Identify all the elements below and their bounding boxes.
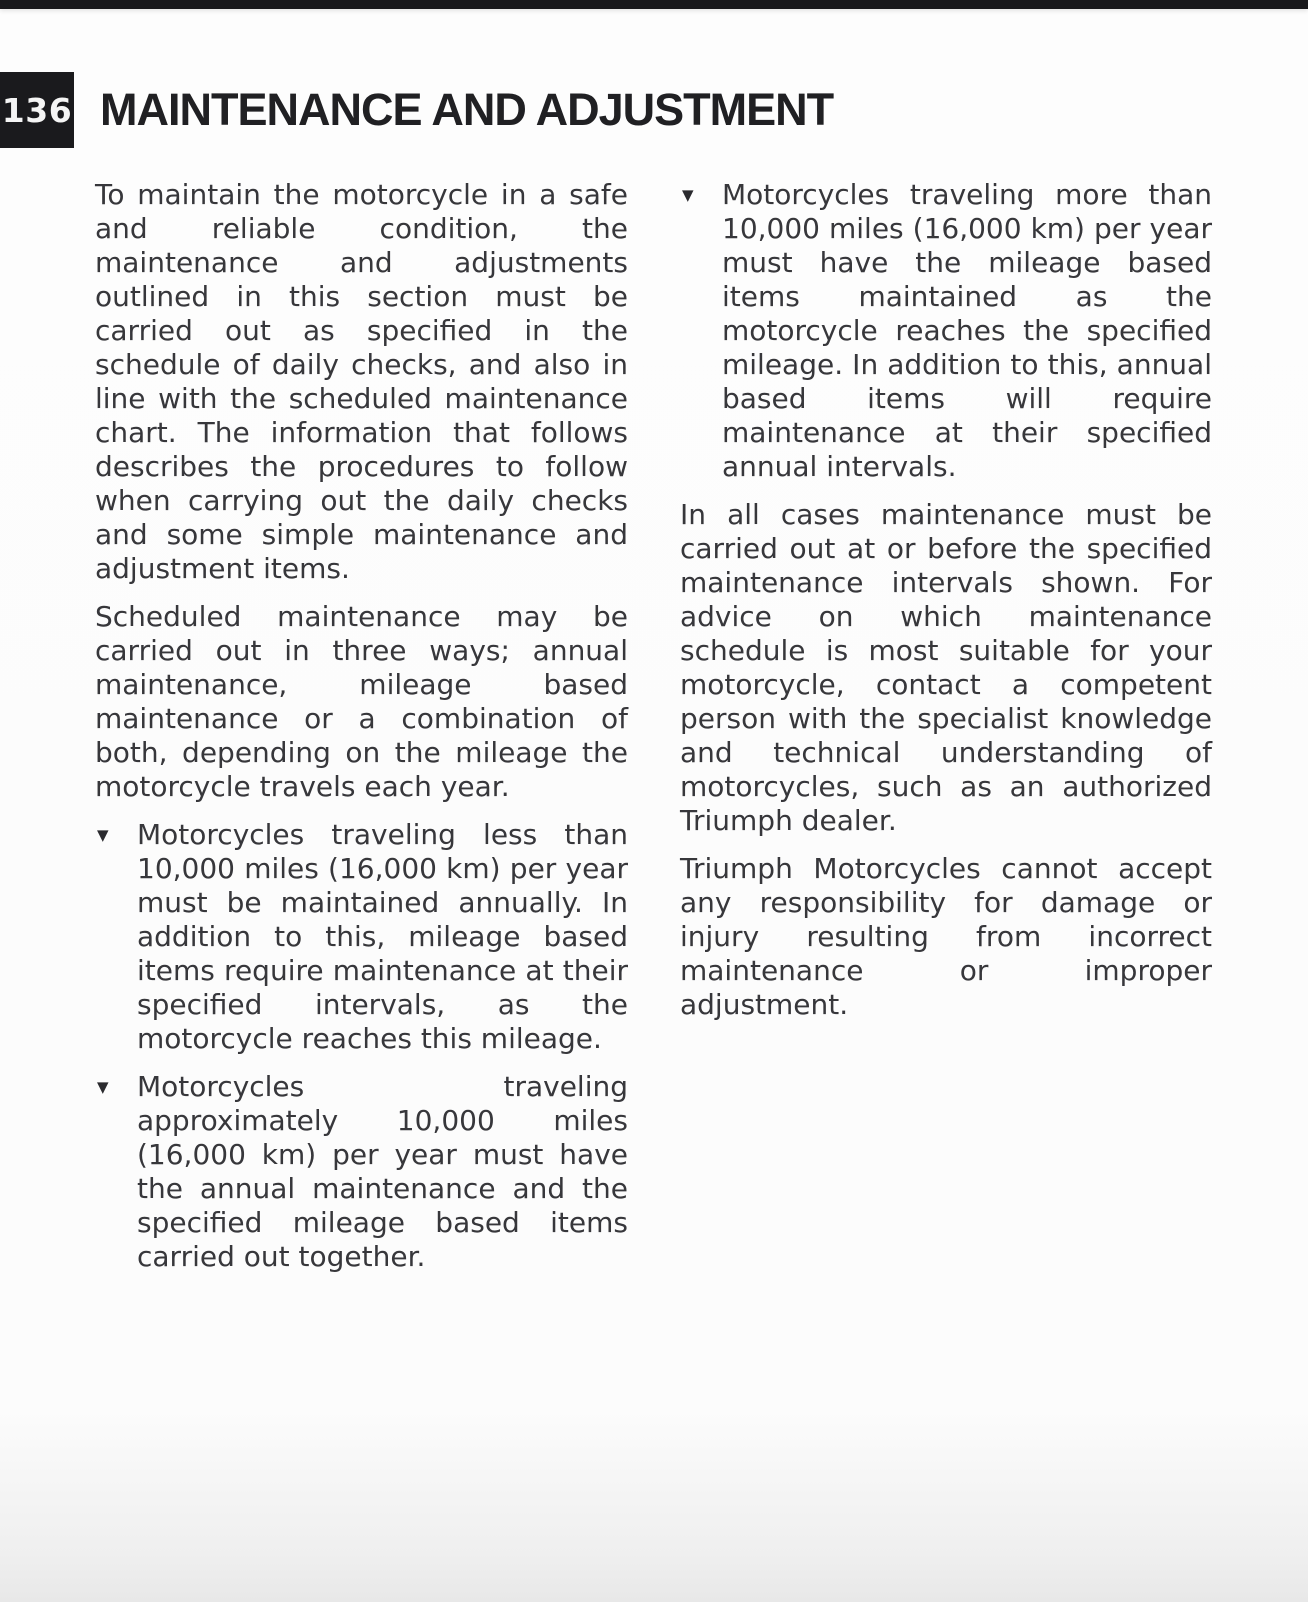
- list-item-less-than-10000: [95, 818, 628, 1056]
- bullet-triangle-icon: ▼: [97, 826, 109, 844]
- right-column: [680, 178, 1212, 1036]
- bullet-triangle-icon: ▼: [682, 186, 694, 204]
- page-number: 136: [1, 90, 73, 130]
- list-item-text: Motorcycles traveling more than 10,000 miles (16,000 km) per year must have the mileage based items maintained as the motorcycle reaches the specified mileage. In addition to this, annual based items will require maintenance at their specified annual intervals.: [722, 178, 1212, 483]
- page-number-badge: [0, 72, 74, 148]
- list-item-text: Motorcycles traveling approximately 10,000 miles (16,000 km) per year must have the annual maintenance and the specified mileage based items carried out together.: [137, 1070, 628, 1273]
- list-item-text: Motorcycles traveling less than 10,000 miles (16,000 km) per year must be maintained annually. In addition to this, mileage based items require maintenance at their specified intervals, as the motorcycle reaches this mileage.: [137, 818, 628, 1055]
- bullet-triangle-icon: ▼: [97, 1078, 109, 1096]
- list-item-approximately-10000: [95, 1070, 628, 1274]
- paragraph-intro: To maintain the motorcycle in a safe and reliable condition, the maintenance and adjustments outlined in this section must be carried out as specified in the schedule of daily checks, and also in line with the scheduled maintenance chart. The information that follows describes the procedures to follow when carrying out the daily checks and some simple maintenance and adjustment items.: [95, 178, 628, 585]
- paragraph-disclaimer: Triumph Motorcycles cannot accept any responsibility for damage or injury resulting from incorrect maintenance or improper adjustment.: [680, 852, 1212, 1021]
- left-column: [95, 178, 628, 1288]
- page-header: [0, 72, 833, 148]
- paragraph-scheduled-maintenance: Scheduled maintenance may be carried out in three ways; annual maintenance, mileage based maintenance or a combination of both, depending on the mileage the motorcycle travels each year.: [95, 600, 628, 803]
- page-title: MAINTENANCE AND ADJUSTMENT: [100, 84, 834, 135]
- paragraph-all-cases: In all cases maintenance must be carried out at or before the specified maintenance intervals shown. For advice on which maintenance schedule is most suitable for your motorcycle, contact a competent person with the specialist knowledge and technical understanding of motorcycles, such as an authorized Triumph dealer.: [680, 498, 1212, 837]
- top-bar: [0, 0, 1308, 9]
- list-item-more-than-10000: [680, 178, 1212, 484]
